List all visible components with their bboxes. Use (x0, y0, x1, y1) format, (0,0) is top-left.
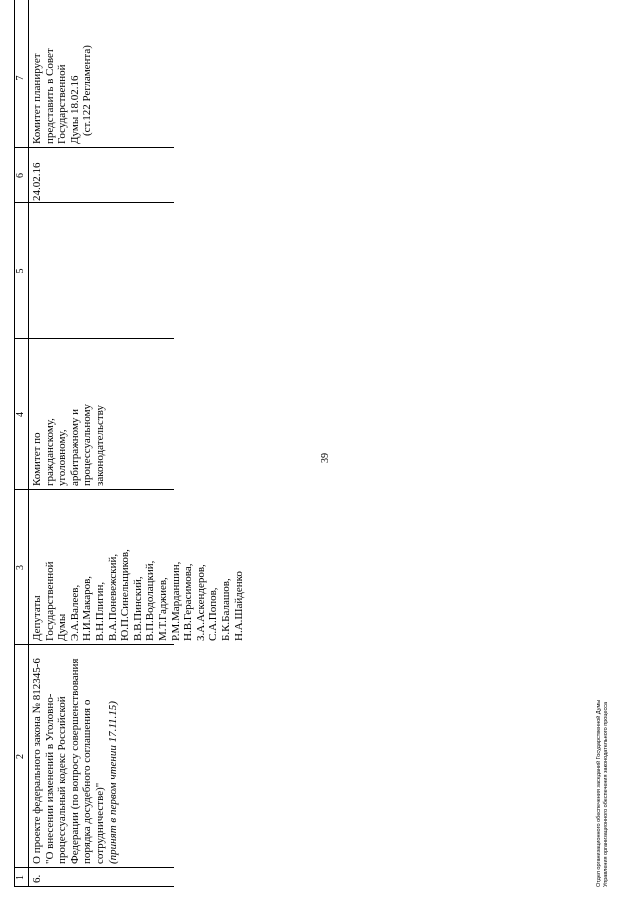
header-col-5: 5 (15, 268, 26, 274)
committee-line: Комитет по (31, 432, 43, 486)
footer-line: Отдел организационного обеспечения заседаний Государственной Думы (596, 699, 602, 887)
col-border-4 (14, 338, 174, 339)
col-border-2 (14, 644, 174, 645)
header-col-6: 6 (15, 173, 26, 178)
author-line: Государственной (43, 561, 56, 641)
author-line: З.А.Аскендеров, (194, 564, 207, 641)
author-line: Ю.П.Синельщиков, (119, 549, 132, 641)
bill-title-line: "О внесении изменений в Уголовно- (43, 693, 56, 864)
col-border-0 (14, 886, 174, 887)
header-col-7: 7 (15, 75, 26, 81)
note-line: Государственной (56, 64, 69, 144)
page-number: 39 (320, 453, 331, 463)
header-col-1: 1 (15, 875, 26, 880)
bill-title-line: порядка досудебного соглашения о (81, 699, 94, 864)
author-line: В.В.Пинский, (131, 576, 144, 641)
bill-title-line: Федерации (по вопросу совершенствования (68, 658, 81, 864)
header-divider (28, 0, 29, 887)
col-border-1 (14, 867, 174, 868)
header-col-2: 2 (15, 754, 26, 759)
footer-line: Управления организационного обеспечения законодательного процесса (603, 701, 609, 887)
committee-line: уголовному, (56, 429, 69, 486)
author-line: Э.А.Валеев, (68, 584, 81, 641)
bill-title-line: сотрудничестве)" (93, 782, 106, 864)
author-line: Н.А.Шайденко (232, 571, 245, 641)
committee-line: законодательству (93, 405, 106, 486)
author-line: Н.И.Макаров, (81, 575, 94, 641)
col-border-3 (14, 489, 174, 490)
committee-line: процессуальному (81, 403, 94, 486)
bill-reading-status: (принят в первом чтении 17.11.15) (106, 701, 119, 864)
note-line: (ст.122 Регламента) (81, 45, 94, 136)
authors-list (31, 491, 245, 641)
author-line: В.А.Поневежский, (106, 553, 119, 641)
note-line: представить в Совет (43, 48, 56, 144)
committee-name (31, 340, 107, 486)
author-line: В.П.Водолацкий, (144, 560, 157, 641)
author-line: Думы (56, 613, 69, 641)
col-border-6 (14, 147, 174, 148)
row-number: 6. (31, 874, 43, 883)
author-line: Н.В.Герасимова, (182, 563, 195, 641)
bill-title-line: процессуальный кодекс Российской (56, 696, 69, 864)
note-cell (31, 4, 94, 144)
bill-title (31, 646, 119, 864)
footer (596, 567, 610, 887)
author-line: М.Т.Гаджиев, (156, 577, 169, 641)
note-line: Комитет планирует (31, 53, 43, 144)
author-line: Депутаты (31, 595, 43, 641)
note-line: Думы 18.02.16 (68, 75, 81, 144)
bill-title-line: О проекте федерального закона № 812345-6 (31, 658, 43, 864)
author-line: С.А.Попов, (207, 587, 220, 641)
author-line: Р.М.Марданшин, (169, 561, 182, 641)
header-col-4: 4 (15, 412, 26, 417)
committee-line: арбитражному и (68, 408, 81, 486)
author-line: Б.К.Балашов, (219, 578, 232, 641)
col-border-5 (14, 202, 174, 203)
author-line: В.Н.Плигин, (93, 581, 106, 641)
committee-line: гражданскому, (43, 418, 56, 486)
header-col-3: 3 (15, 565, 26, 570)
date-cell: 24.02.16 (31, 162, 43, 201)
